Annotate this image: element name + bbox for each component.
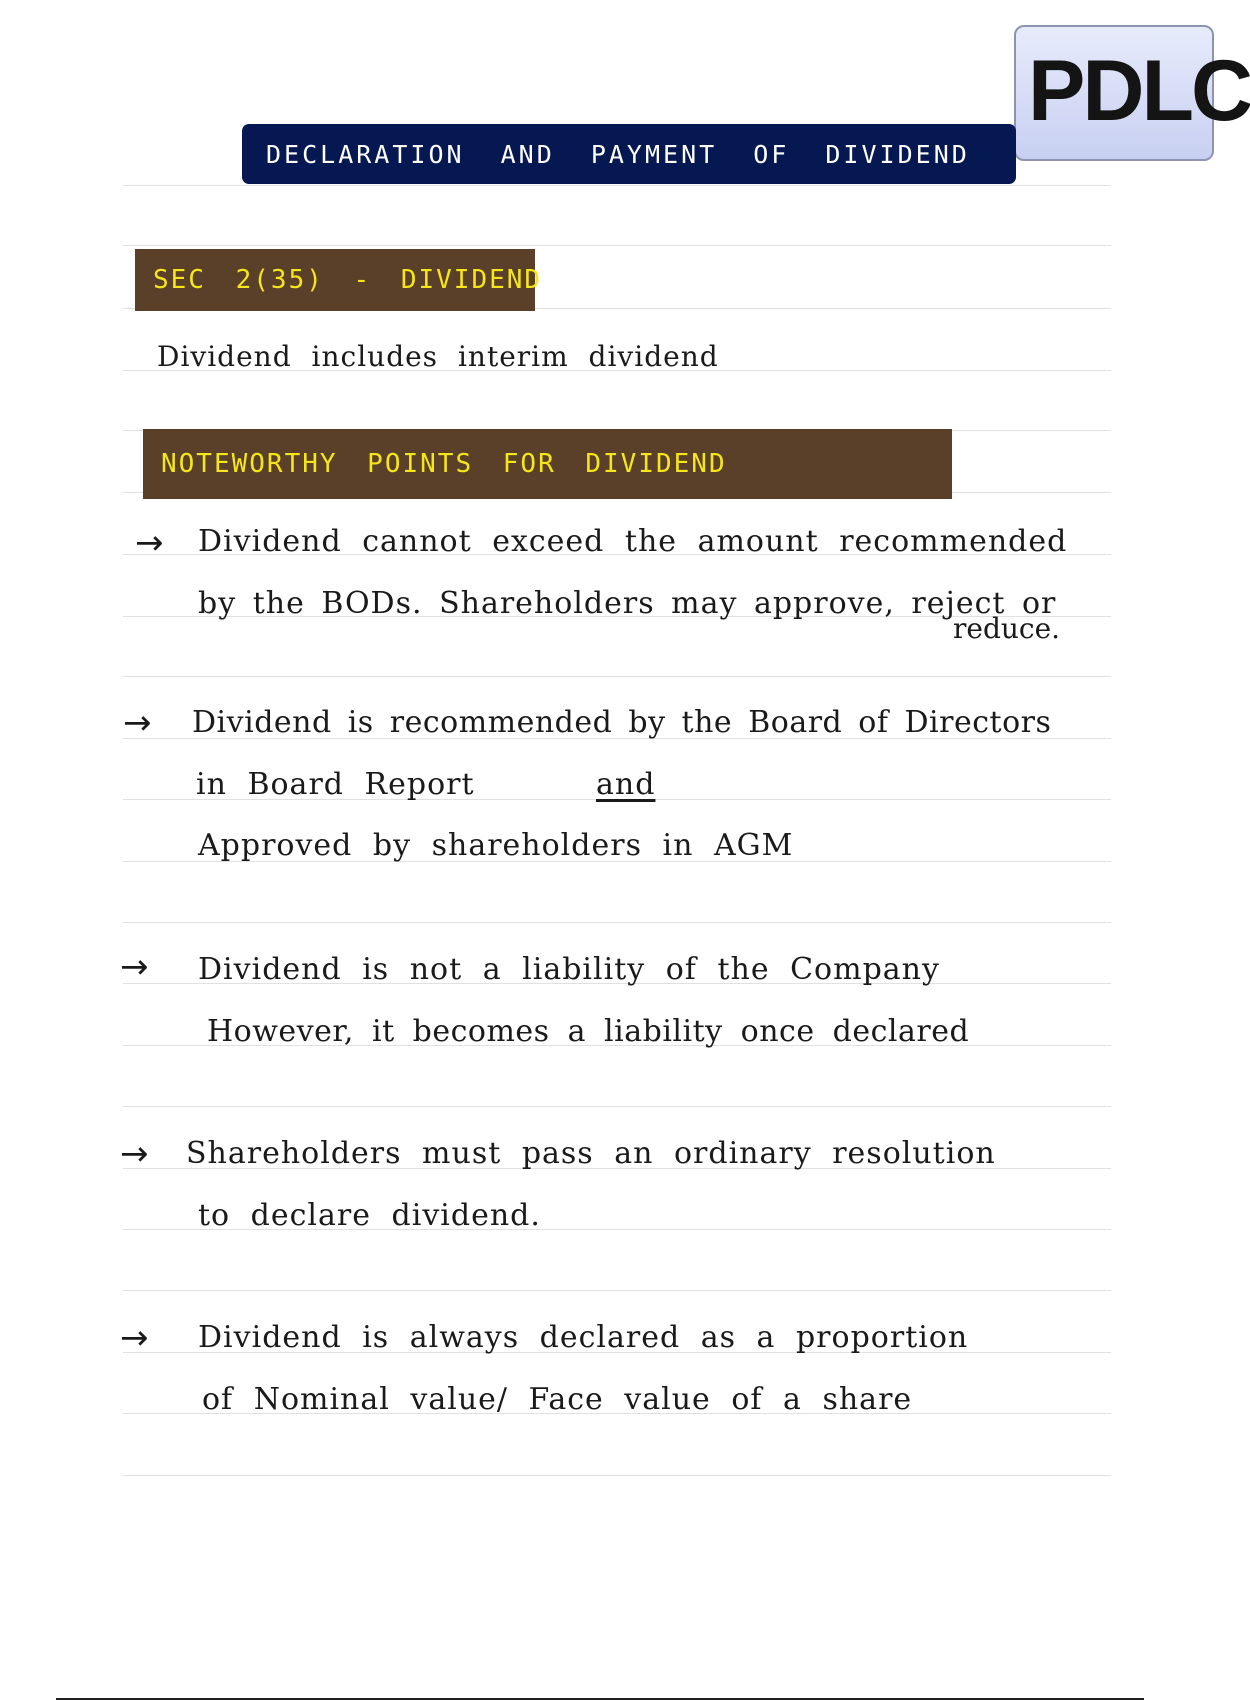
point-2-line-2: in Board Report bbox=[196, 767, 475, 802]
ruled-line bbox=[123, 245, 1111, 246]
ruled-line bbox=[123, 1475, 1111, 1476]
point-4-line-2: to declare dividend. bbox=[198, 1198, 541, 1233]
ruled-line bbox=[123, 1106, 1111, 1107]
point-4-line-1: Shareholders must pass an ordinary resolution bbox=[186, 1136, 996, 1171]
point-2-line-3: Approved by shareholders in AGM bbox=[198, 828, 794, 863]
pdlc-logo bbox=[1014, 25, 1250, 161]
point-3-line-2: However, it becomes a liability once declared bbox=[207, 1014, 970, 1049]
point-5-line-1: Dividend is always declared as a proportion bbox=[198, 1320, 969, 1355]
page-title-banner bbox=[242, 124, 1016, 184]
definition-text: Dividend includes interim dividend bbox=[157, 340, 719, 373]
point-1-line-1: Dividend cannot exceed the amount recommended bbox=[198, 524, 1068, 559]
ruled-line bbox=[123, 1290, 1111, 1291]
ruled-line bbox=[123, 922, 1111, 923]
section-heading: SEC 2(35) - DIVIDEND bbox=[153, 265, 543, 295]
point-1-line-2: by the BODs. Shareholders may approve, reject or bbox=[198, 586, 1057, 621]
point-2-line-1: Dividend is recommended by the Board of Directors bbox=[192, 705, 1052, 740]
bullet-arrow-icon: → bbox=[135, 523, 164, 563]
bullet-arrow-icon: → bbox=[123, 703, 152, 743]
point-2-and-word: and bbox=[596, 767, 656, 802]
bullet-arrow-icon: → bbox=[120, 947, 149, 987]
bullet-arrow-icon: → bbox=[120, 1318, 149, 1358]
ruled-line bbox=[123, 185, 1111, 186]
section-header-definition bbox=[135, 249, 543, 311]
ruled-line bbox=[123, 676, 1111, 677]
point-3-line-1: Dividend is not a liability of the Company bbox=[198, 952, 940, 987]
section-header-noteworthy bbox=[143, 429, 952, 499]
section-heading: NOTEWORTHY POINTS FOR DIVIDEND bbox=[161, 449, 727, 479]
page-title: DECLARATION AND PAYMENT OF DIVIDEND bbox=[266, 139, 970, 169]
logo-text: PDLC bbox=[1028, 43, 1250, 139]
point-1-reduce: reduce. bbox=[953, 612, 1061, 645]
bullet-arrow-icon: → bbox=[120, 1134, 149, 1174]
point-5-line-2: of Nominal value/ Face value of a share bbox=[202, 1382, 913, 1417]
